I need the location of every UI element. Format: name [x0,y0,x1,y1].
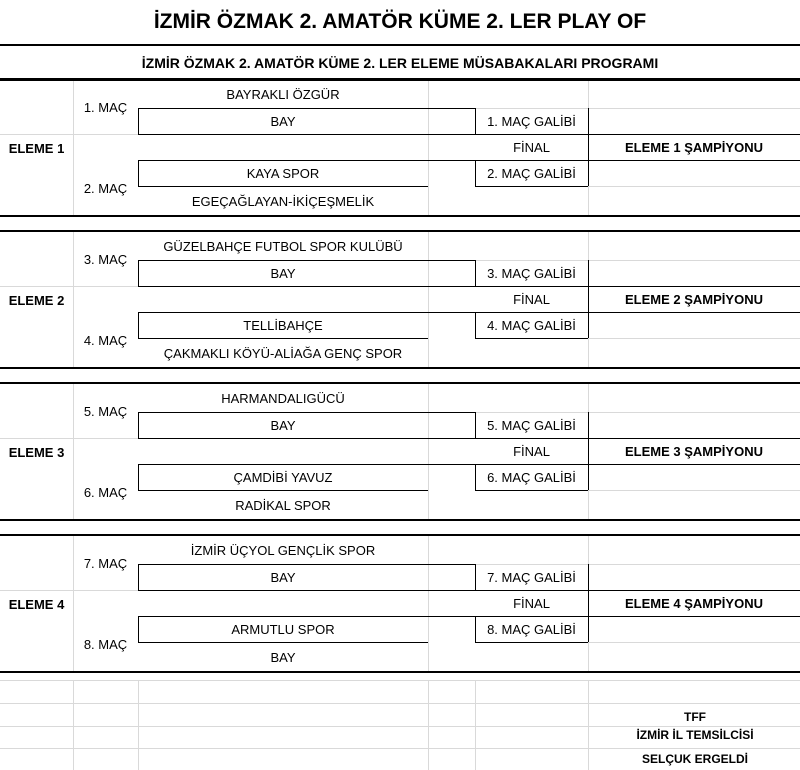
match-line [138,108,139,134]
match-label-b: 2. MAÇ [83,180,128,196]
match-line [475,616,476,642]
team-b2: ÇAKMAKLI KÖYÜ-ALİAĞA GENÇ SPOR [163,345,403,361]
team-b2: EGEÇAĞLAYAN-İKİÇEŞMELİK [191,193,375,209]
winner-b: 8. MAÇ GALİBİ [487,621,576,637]
gridline [73,80,74,216]
bracket-line [475,438,800,439]
champion-label: ELEME 3 ŞAMPİYONU [625,443,763,459]
gridline [138,680,139,770]
final-label: FİNAL [513,443,550,459]
team-b1: TELLİBAHÇE [243,317,323,333]
champion-label: ELEME 1 ŞAMPİYONU [625,139,763,155]
team-a2: BAY [270,113,296,129]
match-label-b: 4. MAÇ [83,332,128,348]
team-a2: BAY [270,265,296,281]
match-line [138,490,428,491]
group-border-top [0,534,800,536]
bracket-line [588,564,589,642]
group-border-bottom [0,671,800,673]
gridline [428,80,429,216]
match-line [138,160,139,186]
eleme-label: ELEME 4 [8,596,65,612]
footer-person: SELÇUK ERGELDİ [641,752,748,766]
gridline [0,286,138,287]
match-line [138,412,475,413]
gridline [73,680,74,770]
match-line [138,564,475,565]
gridline [588,108,800,109]
bracket-line [588,260,589,338]
winner-b: 4. MAÇ GALİBİ [487,317,576,333]
gridline [428,232,429,368]
winner-a: 7. MAÇ GALİBİ [487,569,576,585]
eleme-label: ELEME 1 [8,140,65,156]
match-label-a: 1. MAÇ [83,99,128,115]
gridline [588,642,800,643]
bracket-line [475,186,588,187]
gridline [0,438,138,439]
group-border-bottom [0,215,800,217]
team-a1: BAYRAKLI ÖZGÜR [226,86,340,102]
match-line [475,564,476,590]
bracket-line [475,286,800,287]
gridline [0,748,800,749]
match-line [138,338,428,339]
match-label-a: 7. MAÇ [83,555,128,571]
team-b1: ARMUTLU SPOR [231,621,335,637]
match-line [475,108,476,134]
gridline [428,680,429,770]
bracket-line [588,412,589,490]
team-a1: İZMİR ÜÇYOL GENÇLİK SPOR [190,542,376,558]
bracket-line [475,590,800,591]
team-b2: BAY [270,649,296,665]
match-label-b: 8. MAÇ [83,636,128,652]
match-line [475,312,476,338]
bracket-line [475,490,588,491]
group-border-bottom [0,367,800,369]
final-label: FİNAL [513,595,550,611]
match-label-a: 5. MAÇ [83,403,128,419]
gridline [588,186,800,187]
winner-a: 3. MAÇ GALİBİ [487,265,576,281]
gridline [588,260,800,261]
gridline [0,726,800,727]
match-line [138,108,475,109]
bracket-line [475,134,800,135]
winner-a: 5. MAÇ GALİBİ [487,417,576,433]
bracket-line [475,338,588,339]
match-line [138,134,475,135]
match-label-b: 6. MAÇ [83,484,128,500]
winner-b: 2. MAÇ GALİBİ [487,165,576,181]
match-line [475,160,476,186]
team-a2: BAY [270,417,296,433]
gridline [588,564,800,565]
gridline [73,232,74,368]
match-line [138,412,139,438]
match-line [138,464,475,465]
team-b1: ÇAMDİBİ YAVUZ [233,469,333,485]
match-line [138,464,139,490]
eleme-label: ELEME 3 [8,444,65,460]
match-line [475,412,476,438]
gridline [73,384,74,520]
team-a2: BAY [270,569,296,585]
gridline [0,590,138,591]
match-line [138,260,139,286]
team-a1: GÜZELBAHÇE FUTBOL SPOR KULÜBÜ [163,238,403,254]
subtitle-border [0,80,800,81]
group-border-bottom [0,519,800,521]
winner-b: 6. MAÇ GALİBİ [487,469,576,485]
eleme-label: ELEME 2 [8,292,65,308]
team-b1: KAYA SPOR [246,165,320,181]
match-line [138,438,475,439]
champion-label: ELEME 4 ŞAMPİYONU [625,595,763,611]
team-a1: HARMANDALIGÜCÜ [221,390,345,406]
match-line [138,260,475,261]
bracket-line [475,160,800,161]
gridline [475,680,476,770]
match-line [138,616,139,642]
match-line [138,642,428,643]
bracket-line [475,642,588,643]
bracket-line [475,616,800,617]
bracket-line [475,312,800,313]
group-border-top [0,230,800,232]
final-label: FİNAL [513,291,550,307]
footer-org: TFF [684,710,706,724]
match-line [138,312,139,338]
champion-label: ELEME 2 ŞAMPİYONU [625,291,763,307]
match-line [138,312,475,313]
match-line [475,260,476,286]
winner-a: 1. MAÇ GALİBİ [487,113,576,129]
footer-role: İZMİR İL TEMSİLCİSİ [636,728,754,742]
gridline [0,134,138,135]
match-line [138,564,139,590]
gridline [588,680,589,770]
gridline [0,680,800,681]
bracket-line [475,464,800,465]
gridline [588,412,800,413]
match-label-a: 3. MAÇ [83,251,128,267]
match-line [138,590,475,591]
match-line [138,286,475,287]
final-label: FİNAL [513,139,550,155]
team-b2: RADİKAL SPOR [235,497,331,513]
page-title: İZMİR ÖZMAK 2. AMATÖR KÜME 2. LER PLAY OF [153,10,647,33]
match-line [475,464,476,490]
gridline [0,703,800,704]
match-line [138,160,475,161]
match-line [138,186,428,187]
bracket-line [588,108,589,186]
group-border-top [0,382,800,384]
title-border [0,44,800,46]
gridline [428,536,429,672]
gridline [588,490,800,491]
gridline [588,338,800,339]
gridline [73,536,74,672]
gridline [428,384,429,520]
page-subtitle: İZMİR ÖZMAK 2. AMATÖR KÜME 2. LER ELEME MÜSABAKALARI PROGRAMI [141,55,659,71]
match-line [138,616,475,617]
